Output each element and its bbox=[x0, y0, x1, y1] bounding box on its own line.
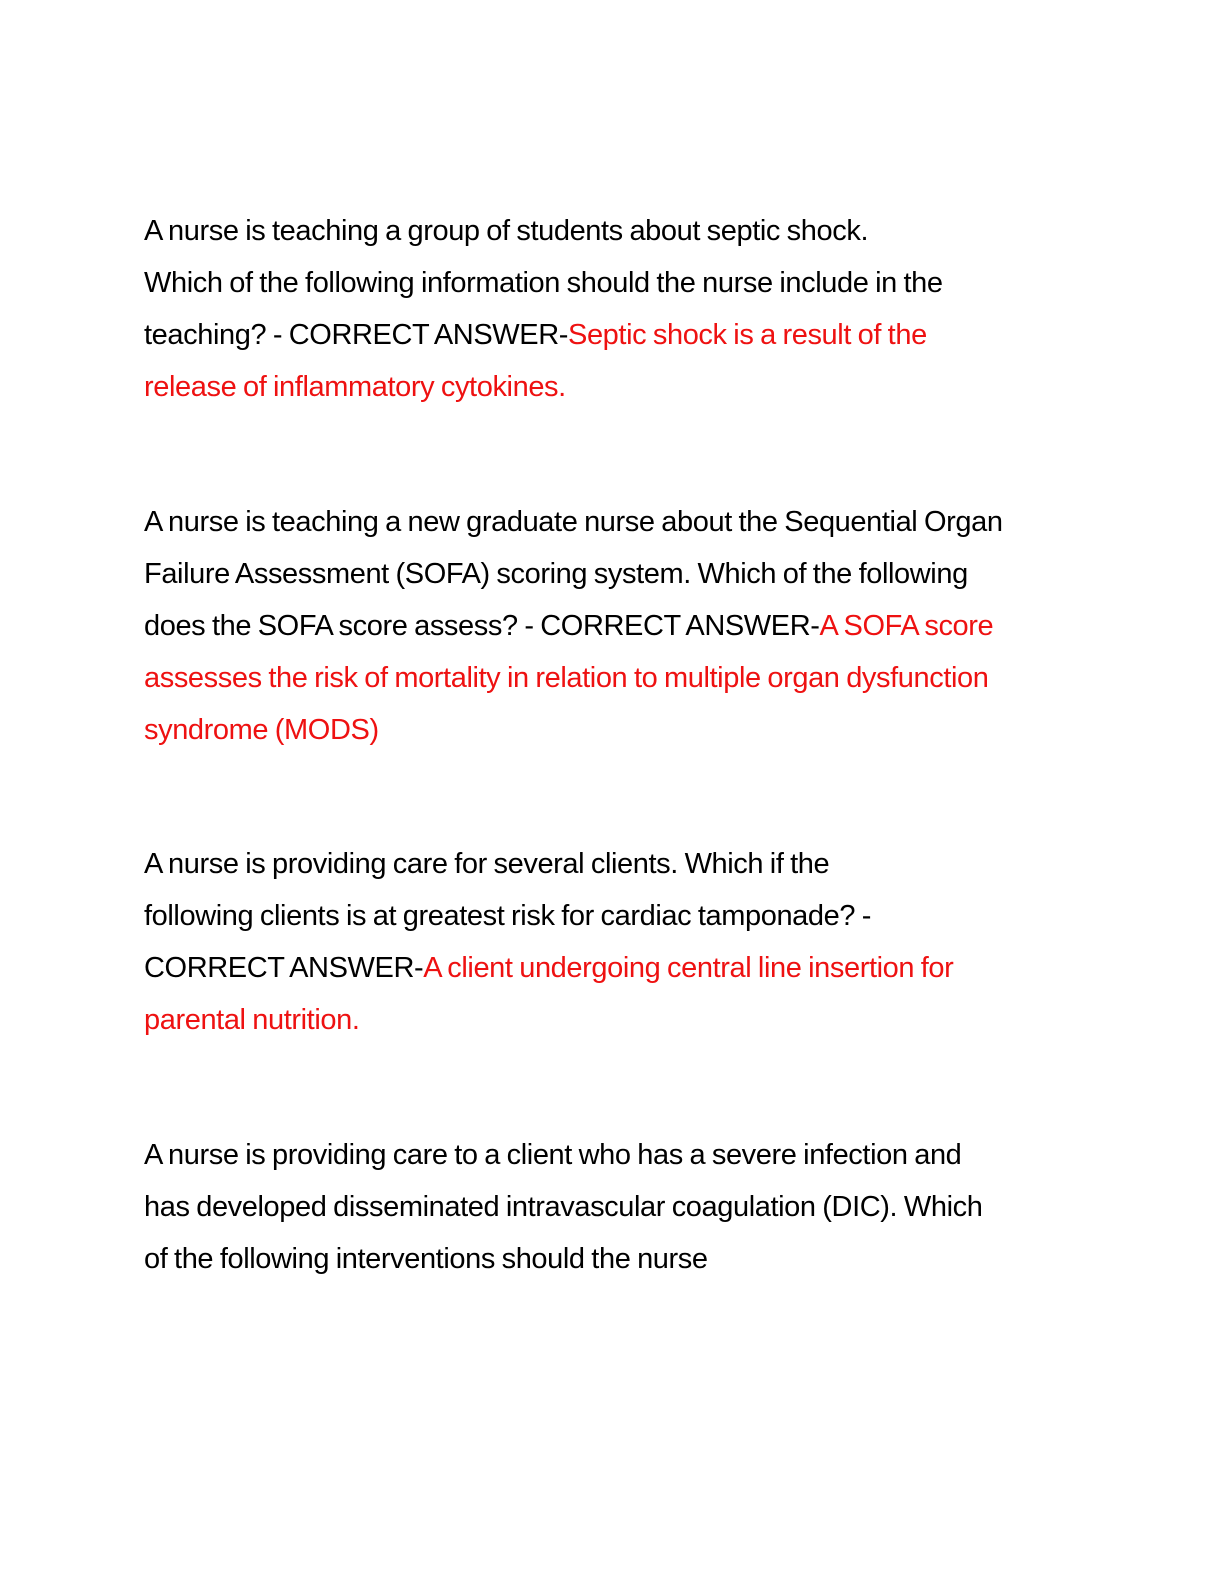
question-line: A nurse is providing care for several clients. Which if the bbox=[144, 848, 830, 880]
question-line: following clients is at greatest risk for cardiac tamponade? - bbox=[144, 900, 871, 932]
question-line: Failure Assessment (SOFA) scoring system. Which of the following bbox=[144, 558, 968, 590]
answer-text: Septic shock is a result of the bbox=[568, 319, 927, 351]
qa-item-cardiac-tamponade bbox=[144, 838, 1074, 1046]
answer-line: assesses the risk of mortality in relation to multiple organ dysfunction bbox=[144, 662, 989, 694]
answer-text: A SOFA score bbox=[819, 610, 994, 642]
question-line: A nurse is teaching a new graduate nurse about the Sequential Organ bbox=[144, 506, 1003, 538]
qa-item-dic bbox=[144, 1129, 1074, 1285]
qa-item-septic-shock bbox=[144, 205, 1074, 413]
question-line: Which of the following information should the nurse include in the bbox=[144, 267, 943, 299]
question-line: has developed disseminated intravascular coagulation (DIC). Which bbox=[144, 1191, 983, 1223]
question-answer-line bbox=[144, 942, 1074, 994]
qa-item-sofa-score bbox=[144, 496, 1074, 756]
answer-line: syndrome (MODS) bbox=[144, 714, 379, 746]
question-answer-line bbox=[144, 600, 1074, 652]
answer-line: release of inflammatory cytokines. bbox=[144, 371, 566, 403]
answer-line: parental nutrition. bbox=[144, 1004, 360, 1036]
answer-text: A client undergoing central line insertion for bbox=[423, 952, 954, 984]
question-line: of the following interventions should the nurse bbox=[144, 1243, 708, 1275]
correct-answer-prefix: does the SOFA score assess? - CORRECT ANSWER- bbox=[144, 610, 820, 642]
question-line: A nurse is providing care to a client who has a severe infection and bbox=[144, 1139, 962, 1171]
question-line: A nurse is teaching a group of students about septic shock. bbox=[144, 215, 869, 247]
correct-answer-prefix: teaching? - CORRECT ANSWER- bbox=[144, 319, 569, 351]
correct-answer-prefix: CORRECT ANSWER- bbox=[144, 952, 424, 984]
question-answer-line bbox=[144, 309, 1074, 361]
